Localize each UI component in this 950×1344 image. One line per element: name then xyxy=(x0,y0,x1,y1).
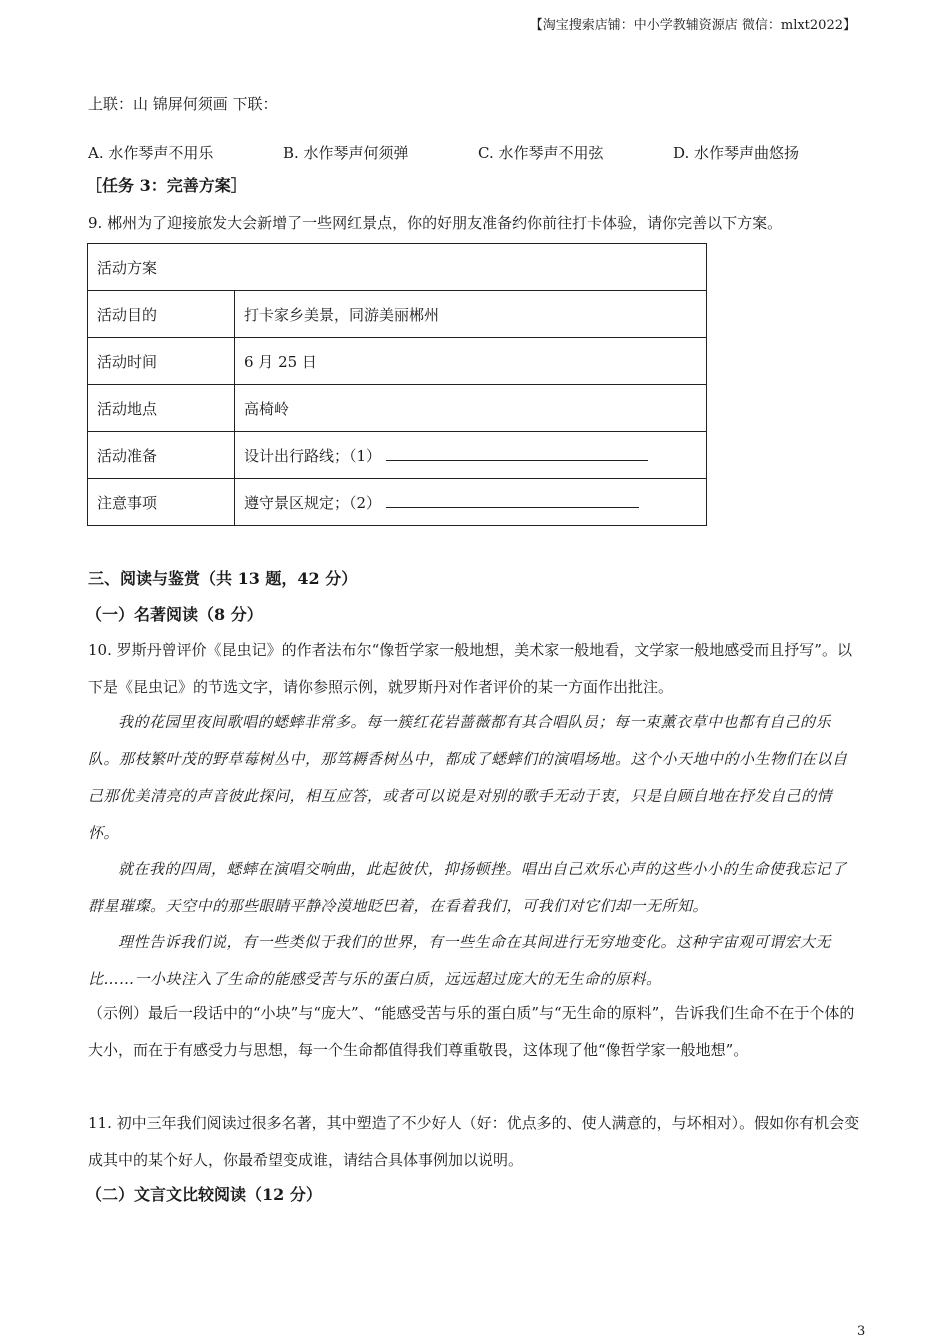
answer-blank-2[interactable] xyxy=(386,493,639,508)
q11-text: 11. 初中三年我们阅读过很多名著，其中塑造了不少好人（好：优点多的、使人满意的，与坏相对）。假如你有机会变成其中的某个好人，你最希望变成谁，请结合具体事例加以说明。 xyxy=(88,1114,860,1169)
plan-key: 活动时间 xyxy=(88,338,235,385)
table-row xyxy=(88,291,707,338)
excerpt-paragraph-3: 理性告诉我们说，有一些类似于我们的世界，有一些生命在其间进行无穷地变化。这种宇宙观可谓宏大无比……一小块注入了生命的能感受苦与乐的蛋白质，远远超过庞大的无生命的原料。 xyxy=(88,933,832,988)
option-b: B. 水作琴声何须弹 xyxy=(283,144,409,162)
plan-key: 活动目的 xyxy=(88,291,235,338)
plan-value: 打卡家乡美景，同游美丽郴州 xyxy=(235,291,707,338)
option-c: C. 水作琴声不用弦 xyxy=(478,144,604,162)
answer-blank-1[interactable] xyxy=(386,446,648,461)
options-row xyxy=(88,142,868,163)
task3-title: ［任务 3：完善方案］ xyxy=(86,176,247,195)
activity-plan-table xyxy=(87,243,707,526)
q10-example: （示例）最后一段话中的“小块”与“庞大”、“能感受苦与乐的蛋白质”与“无生命的原料”，告诉我们生命不在于个体的大小，而在于有感受力与思想，每一个生命都值得我们尊重敬畏，这体现了他“像哲学家一般地想”。 xyxy=(88,1004,855,1059)
table-row xyxy=(88,385,707,432)
plan-key: 活动地点 xyxy=(88,385,235,432)
plan-value: 遵守景区规定；（2） xyxy=(244,493,382,512)
plan-key: 注意事项 xyxy=(88,479,235,526)
option-a: A. 水作琴声不用乐 xyxy=(88,144,214,162)
page-header: 【淘宝搜索店铺：中小学教辅资源店 微信：mlxt2022】 xyxy=(529,18,856,33)
section3-title: 三、阅读与鉴赏（共 13 题，42 分） xyxy=(88,569,358,588)
plan-value-cell xyxy=(235,432,707,479)
q10-text: 10. 罗斯丹曾评价《昆虫记》的作者法布尔“像哲学家一般地想，美术家一般地看，文学家一般地感受而且抒写”。以下是《昆虫记》的节选文字，请你参照示例，就罗斯丹对作者评价的某一方面作出批注。 xyxy=(88,641,852,696)
excerpt-paragraph-1: 我的花园里夜间歌唱的蟋蟀非常多。每一簇红花岩蔷薇都有其合唱队员；每一束薰衣草中也都有自己的乐队。那枝繁叶茂的野草莓树丛中，那笃耨香树丛中，都成了蟋蟀们的演唱场地。这个小天地中的小生物们在以自己那优美清亮的声音彼此探问，相互应答，或者可以说是对别的歌手无动于衷，只是自顾自地在抒发自己的情怀。 xyxy=(88,713,848,842)
part1-title: （一）名著阅读（8 分） xyxy=(86,605,263,624)
plan-value-cell xyxy=(235,479,707,526)
plan-value: 高椅岭 xyxy=(235,385,707,432)
couplet-line: 上联：山 锦屏何须画 下联： xyxy=(88,95,278,113)
page-number: 3 xyxy=(857,1324,866,1339)
plan-title: 活动方案 xyxy=(88,244,707,291)
table-row xyxy=(88,432,707,479)
table-row xyxy=(88,479,707,526)
part2-title: （二）文言文比较阅读（12 分） xyxy=(86,1185,322,1204)
excerpt-paragraph-2: 就在我的四周，蟋蟀在演唱交响曲，此起彼伏，抑扬顿挫。唱出自己欢乐心声的这些小小的生命使我忘记了群星璀璨。天空中的那些眼睛平静冷漠地眨巴着，在看着我们，可我们对它们却一无所知。 xyxy=(88,860,847,915)
q9-text: 9. 郴州为了迎接旅发大会新增了一些网红景点，你的好朋友准备约你前往打卡体验，请你完善以下方案。 xyxy=(88,214,783,232)
plan-value: 6 月 25 日 xyxy=(235,338,707,385)
option-d: D. 水作琴声曲悠扬 xyxy=(673,144,800,162)
plan-value: 设计出行路线；（1） xyxy=(244,446,382,465)
table-row xyxy=(88,338,707,385)
plan-key: 活动准备 xyxy=(88,432,235,479)
